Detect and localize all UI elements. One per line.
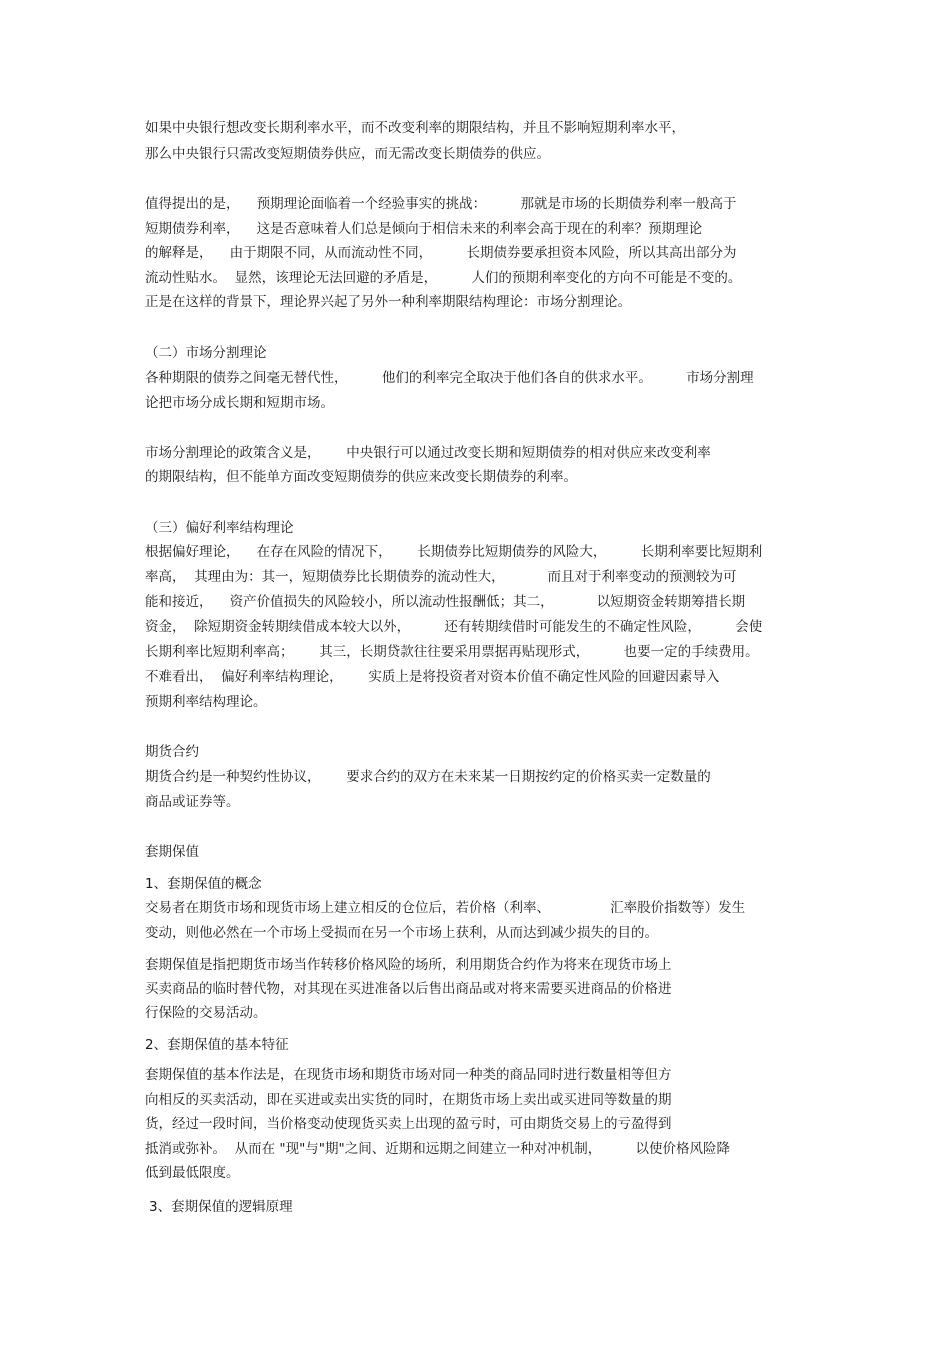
paragraph-line: 正是在这样的背景下，理论界兴起了另外一种利率期限结构理论：市场分割理论。 (145, 294, 631, 310)
paragraph-line: 预期利率结构理论。 (145, 694, 267, 710)
paragraph-line: 如果中央银行想改变长期利率水平，而不改变利率的期限结构，并且不影响短期利率水平， (145, 120, 685, 136)
paragraph-line: 行保险的交易活动。 (145, 1005, 267, 1021)
paragraph-line: 资金， 除短期资金转期续借成本较大以外， 还有转期续借时可能发生的不确定性风险， 会使 (145, 619, 763, 635)
section-heading-hedging: 套期保值 (145, 844, 199, 860)
paragraph-line: 货，经过一段时间，当价格变动使现货买卖上出现的盈亏时，可由期货交易上的亏盈得到 (145, 1116, 672, 1132)
section-heading-market-segmentation: （二）市场分割理论 (145, 345, 267, 361)
section-heading-futures: 期货合约 (145, 744, 199, 760)
paragraph-line: 套期保值是指把期货市场当作转移价格风险的场所，利用期货合约作为将来在现货市场上 (145, 957, 672, 973)
paragraph-line: 那么中央银行只需改变短期债券供应，而无需改变长期债券的供应。 (145, 146, 550, 162)
paragraph-line: 期货合约是一种契约性协议， 要求合约的双方在未来某一日期按约定的价格买卖一定数量的 (145, 769, 711, 785)
paragraph-line: 不难看出， 偏好利率结构理论， 实质上是将投资者对资本价值不确定性风险的回避因素导入 (145, 669, 720, 685)
paragraph-line: 套期保值的基本作法是，在现货市场和期货市场对同一种类的商品同时进行数量相等但方 (145, 1067, 672, 1083)
subsection-heading-features: 2、套期保值的基本特征 (145, 1037, 289, 1053)
paragraph-line: 向相反的买卖活动，即在买进或卖出实货的同时，在期货市场上卖出或买进同等数量的期 (145, 1092, 672, 1108)
paragraph-line: 变动，则他必然在一个市场上受损而在另一个市场上获利，从而达到减少损失的目的。 (145, 925, 658, 941)
subsection-heading-concept: 1、套期保值的概念 (145, 876, 262, 892)
paragraph-line: 低到最低限度。 (145, 1165, 240, 1181)
paragraph-line: 流动性贴水。 显然，该理论无法回避的矛盾是， 人们的预期利率变化的方向不可能是不变的。 (145, 270, 742, 286)
paragraph-line: 市场分割理论的政策含义是， 中央银行可以通过改变长期和短期债券的相对供应来改变利率 (145, 445, 711, 461)
paragraph-line: 买卖商品的临时替代物，对其现在买进准备以后售出商品或对将来需要买进商品的价格进 (145, 981, 672, 997)
paragraph-line: 短期债券利率， 这是否意味着人们总是倾向于相信未来的利率会高于现在的利率？预期理论 (145, 221, 703, 237)
section-heading-preference-theory: （三）偏好利率结构理论 (145, 520, 294, 536)
paragraph-line: 率高， 其理由为：其一，短期债券比长期债券的流动性大， 而且对于利率变动的预测较为可 (145, 569, 737, 585)
paragraph-line: 值得提出的是， 预期理论面临着一个经验事实的挑战： 那就是市场的长期债券利率一般高于 (145, 196, 737, 212)
paragraph-line: 的解释是， 由于期限不同，从而流动性不同， 长期债券要承担资本风险，所以其高出部分为 (145, 245, 737, 261)
paragraph-line: 根据偏好理论， 在存在风险的情况下， 长期债券比短期债券的风险大， 长期利率要比短期利 (145, 544, 763, 560)
paragraph-line: 商品或证券等。 (145, 794, 240, 810)
paragraph-line: 抵消或弥补。 从而在 "现"与"期"之间、近期和远期之间建立一种对冲机制， 以使价格风险降 (145, 1141, 731, 1157)
paragraph-line: 的期限结构，但不能单方面改变短期债券的供应来改变长期债券的利率。 (145, 469, 577, 485)
paragraph-line: 各种期限的债券之间毫无替代性， 他们的利率完全取决于他们各自的供求水平。 市场分割理 (145, 370, 754, 386)
subsection-heading-logic: 3、套期保值的逻辑原理 (149, 1199, 293, 1215)
paragraph-line: 能和接近， 资产价值损失的风险较小，所以流动性报酬低；其二， 以短期资金转期筹措长期 (145, 594, 746, 610)
paragraph-line: 长期利率比短期利率高； 其三，长期贷款往往要采用票据再贴现形式， 也要一定的手续费用。 (145, 644, 759, 660)
paragraph-line: 交易者在期货市场和现货市场上建立相反的仓位后，若价格（利率、 汇率股价指数等）发生 (145, 900, 746, 916)
paragraph-line: 论把市场分成长期和短期市场。 (145, 395, 334, 411)
